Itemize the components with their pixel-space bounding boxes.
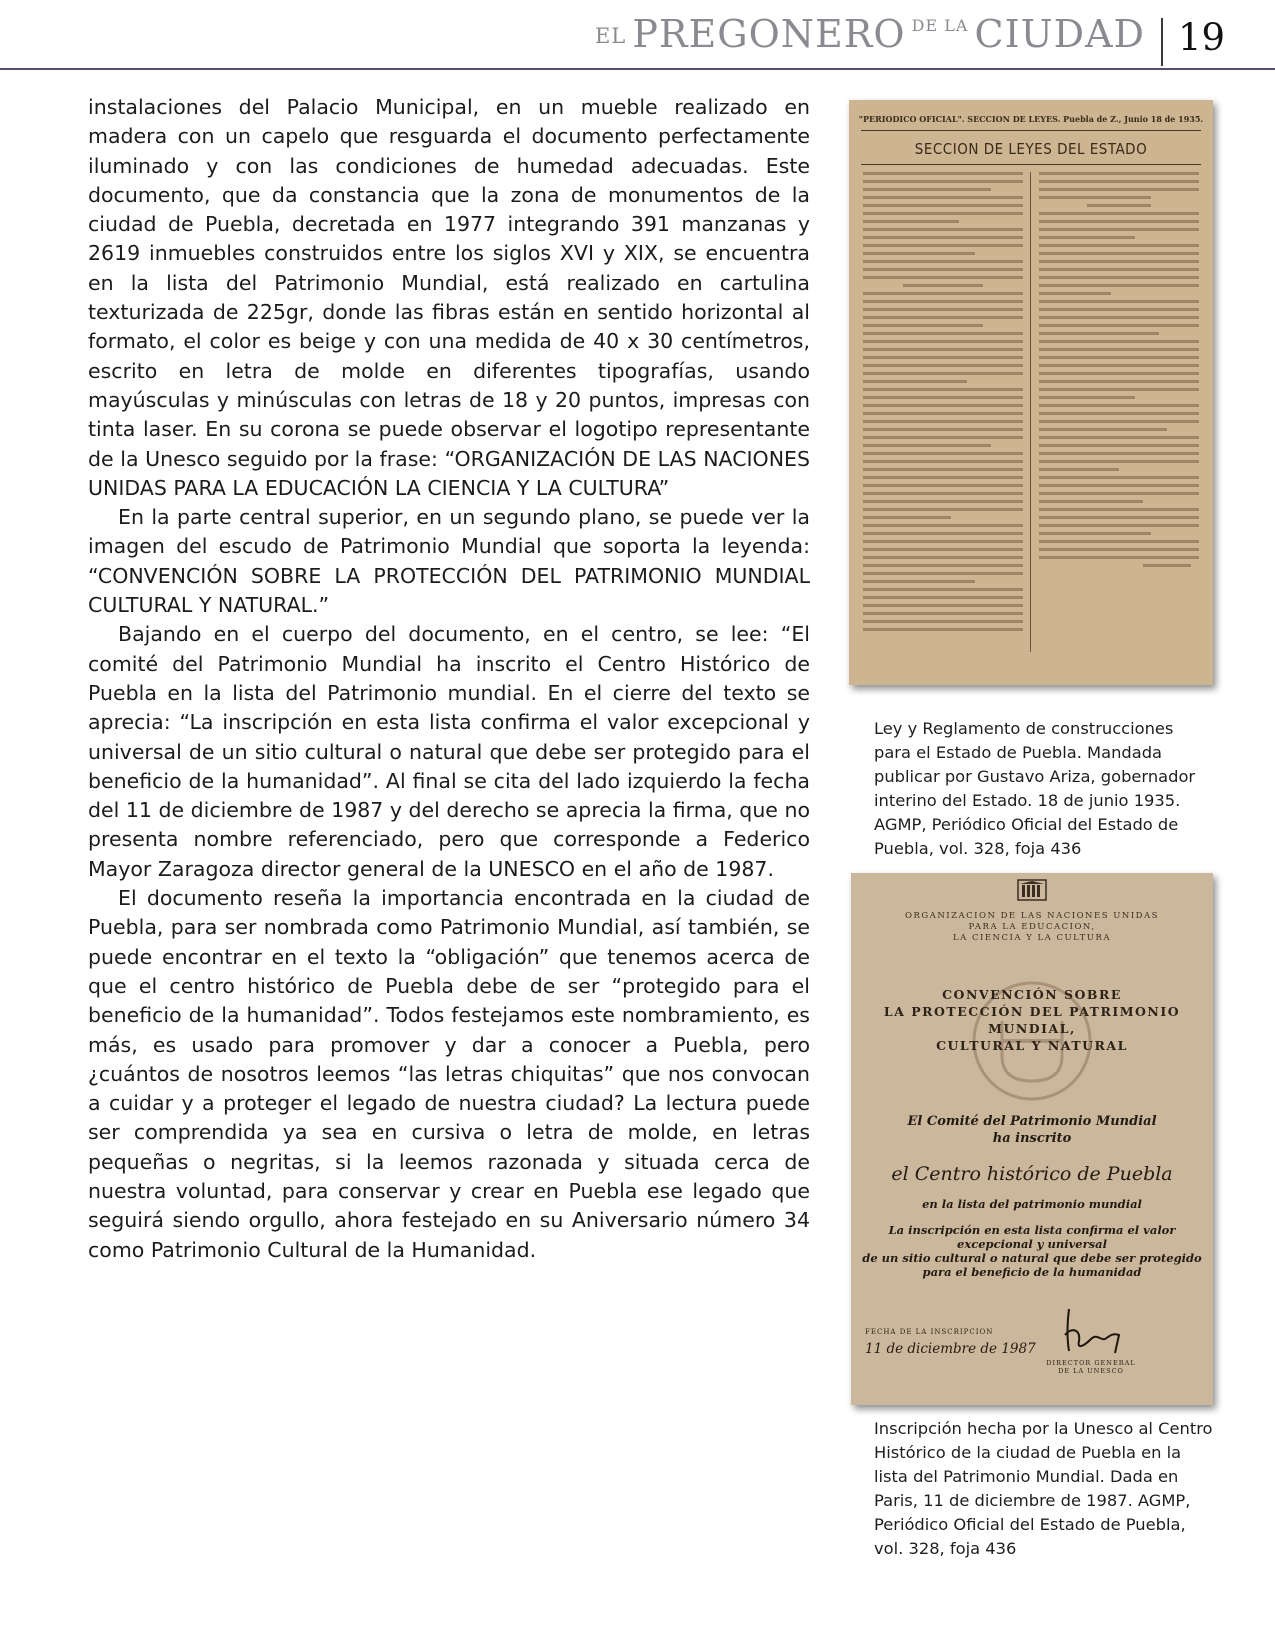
newspaper-column-divider	[1030, 172, 1031, 652]
committee-line: El Comité del Patrimonio Mundial	[907, 1114, 1157, 1129]
newspaper-column-left	[863, 172, 1023, 672]
figure-caption-2: Inscripción hecha por la Unesco al Centro Histórico de la ciudad de Puebla en la lista del Patrimonio Mundial. Dada en Paris, 11 de diciembre de 1987. AGMP, Periódico Oficial del Estado de Puebla, vol. 328, foja 436	[874, 1419, 1213, 1558]
header-rule	[0, 68, 1275, 70]
certificate-photo	[851, 873, 1213, 1405]
convention-line: LA PROTECCIÓN DEL PATRIMONIO	[883, 1004, 1181, 1019]
page-number: 19	[1178, 16, 1226, 59]
paragraph: Bajando en el cuerpo del documento, en el centro, se lee: “El comité del Patrimonio Mundial ha inscrito el Centro Histórico de Puebla en la lista del Patrimonio mundial. En el cierre del texto se aprecia: “La inscripción en esta lista confirma el valor excepcional y universal de un sitio cultural o natural que debe ser protegido para el beneficio de la humanidad”. Al final se cita del lado izquierdo la fecha del 11 de diciembre de 1987 y del derecho se aprecia la firma, que no presenta nombre referenciado, pero que corresponde a Federico Mayor Zaragoza director general de la UNESCO en el año de 1987.	[88, 622, 810, 881]
header-divider	[1161, 18, 1163, 66]
certificate-date: 11 de diciembre de 1987	[865, 1341, 1036, 1357]
org-line: PARA LA EDUCACION,	[968, 922, 1096, 932]
certificate-list: en la lista del patrimonio mundial	[922, 1197, 1142, 1211]
org-line: ORGANIZACION DE LAS NACIONES UNIDAS	[905, 911, 1159, 921]
figure-caption-1: Ley y Reglamento de construcciones para el Estado de Puebla. Mandada publicar por Gustavo Ariza, gobernador interino del Estado. 18 de junio 1935. AGMP, Periódico Oficial del Estado de Puebla, vol. 328, foja 436	[874, 719, 1196, 858]
newspaper-rule	[861, 130, 1201, 131]
director-line: DIRECTOR GENERAL	[1046, 1359, 1136, 1367]
paragraph: En la parte central superior, en un segundo plano, se puede ver la imagen del escudo de Patrimonio Mundial que soporta la leyenda: “CONVENCIÓN SOBRE LA PROTECCIÓN DEL PATRIMONIO MUNDIAL CULTURAL Y NATURAL.”	[88, 505, 810, 618]
unesco-logo-icon	[1017, 879, 1047, 901]
director-line: DE LA UNESCO	[1058, 1367, 1124, 1375]
masthead-ciudad: CIUDAD	[974, 12, 1145, 56]
paragraph: El documento reseña la importancia encontrada en la ciudad de Puebla, para ser nombrada como Patrimonio Mundial, así también, se puede encontrar en el texto la “obligación” que tenemos acerca de que el centro histórico de Puebla debe de ser “protegido para el beneficio de la humanidad”. Todos festejamos este nombramiento, es más, es usado para promover y dar a conocer a Puebla, pero ¿cuántos de nosotros leemos “las letras chiquitas” que nos convocan a cuidar y a proteger el legado de nuestra ciudad? La lectura puede ser comprendida ya sea en cursiva o letra de molde, en letras pequeñas o negritas, si la leemos razonada y situada cerca de nuestra voluntad, para conservar y crear en Puebla ese legado que seguirá siendo orgullo, ahora festejado en su Aniversario número 34 como Patrimonio Cultural de la Humanidad.	[88, 886, 810, 1262]
certificate-site-name: el Centro histórico de Puebla	[891, 1163, 1173, 1185]
certificate-organization	[851, 911, 1213, 944]
newspaper-column-right	[1039, 172, 1199, 672]
convention-line: MUNDIAL,	[988, 1021, 1076, 1036]
convention-line: CONVENCIÓN SOBRE	[942, 987, 1122, 1002]
inscription-line: La inscripción en esta lista confirma el valor	[888, 1223, 1176, 1237]
certificate-committee	[851, 1113, 1213, 1147]
masthead-el: EL	[594, 24, 627, 48]
paragraph: instalaciones del Palacio Municipal, en un mueble realizado en madera con un capelo que resguarda el documento perfectamente iluminado y con las condiciones de humedad adecuadas. Este documento, que da constancia que la zona de monumentos de la ciudad de Puebla, decretada en 1977 integrando 391 manzanas y 2619 inmuebles construidos entre los siglos XVI y XIX, se encuentra en la lista del Patrimonio Mundial, está realizado en cartulina texturizada de 225gr, donde las fibras están en sentido horizontal al formato, el color es beige y con una medida de 40 x 30 centímetros, escrito en letra de molde en diferentes tipografías, usando mayúsculas y minúsculas con letras de 18 y 20 puntos, impresas con tinta laser. En su corona se puede observar el logotipo representante de la Unesco seguido por la frase: “ORGANIZACIÓN DE LAS NACIONES UNIDAS PARA LA EDUCACIÓN LA CIENCIA Y LA CULTURA”	[88, 95, 810, 500]
newspaper-section-title: SECCION DE LEYES DEL ESTADO	[914, 140, 1148, 158]
masthead-pregonero: PREGONERO	[632, 12, 906, 56]
certificate-inscription	[851, 1223, 1213, 1279]
inscription-line: de un sitio cultural o natural que debe ser protegido	[862, 1251, 1202, 1265]
masthead	[595, 12, 1145, 56]
certificate-director	[1031, 1359, 1151, 1375]
signature-icon	[1047, 1305, 1147, 1361]
newspaper-rule	[861, 164, 1201, 165]
article-body	[88, 93, 810, 1265]
committee-line: ha inscrito	[992, 1131, 1072, 1146]
newspaper-photo	[849, 100, 1213, 685]
org-line: LA CIENCIA Y LA CULTURA	[953, 933, 1111, 943]
inscription-line: excepcional y universal	[957, 1237, 1107, 1251]
inscription-line: para el beneficio de la humanidad	[922, 1265, 1142, 1279]
masthead-dela: DE LA	[911, 16, 969, 35]
certificate-date-label: FECHA DE LA INSCRIPCION	[865, 1328, 994, 1336]
newspaper-header-line: "PERIODICO OFICIAL". SECCION DE LEYES. Puebla de Z., Junio 18 de 1935.	[858, 114, 1204, 124]
page-header	[0, 0, 1275, 72]
convention-line: CULTURAL Y NATURAL	[936, 1038, 1128, 1053]
certificate-convention	[851, 986, 1213, 1054]
